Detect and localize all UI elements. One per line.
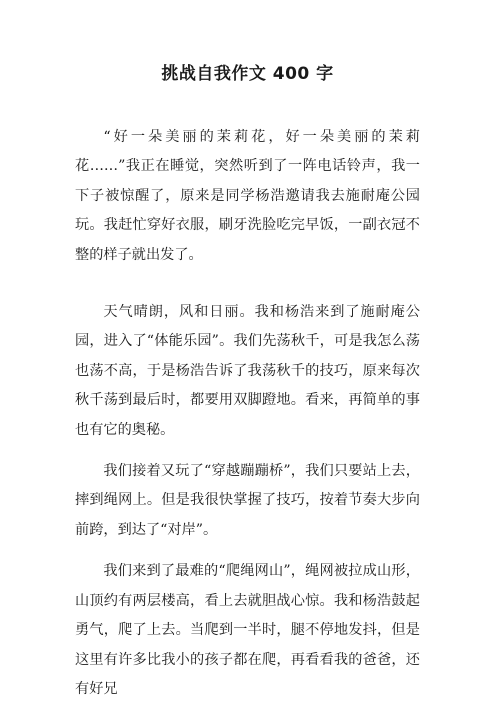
document-body — [75, 123, 420, 704]
paragraph-1: “好一朵美丽的茉莉花，好一朵美丽的茉莉花……”我正在睡觉，突然听到了一阵电话铃声，我一下子被惊醒了，原来是同学杨浩邀请我去施耐庵公园玩。我赶忙穿好衣服，刷牙洗脸吃完早饭，一副衣冠不整的样子就出发了。 — [75, 129, 420, 263]
paragraph-2: 天气晴朗，风和日丽。我和杨浩来到了施耐庵公园，进入了“体能乐园”。我们先荡秋千，可是我怎么荡也荡不高，于是杨浩告诉了我荡秋千的技巧，原来每次秋千荡到最后时，都要用双脚蹬地。看来，再简单的事也有它的奥秘。 — [75, 304, 420, 438]
document-title: 挑战自我作文 400 字 — [161, 64, 334, 84]
paragraph-3: 我们接着又玩了“穿越蹦蹦桥”，我们只要站上去，摔到绳网上。但是我很快掌握了技巧，按着节奏大步向前跨，到达了“对岸”。 — [75, 463, 420, 538]
paragraph-4: 我们来到了最难的“爬绳网山”，绳网被拉成山形，山顶约有两层楼高，看上去就胆战心惊。我和杨浩鼓起勇气，爬了上去。当爬到一半时，腿不停地发抖，但是这里有许多比我小的孩子都在爬，再看看我的爸爸，还有好兄 — [75, 563, 420, 697]
